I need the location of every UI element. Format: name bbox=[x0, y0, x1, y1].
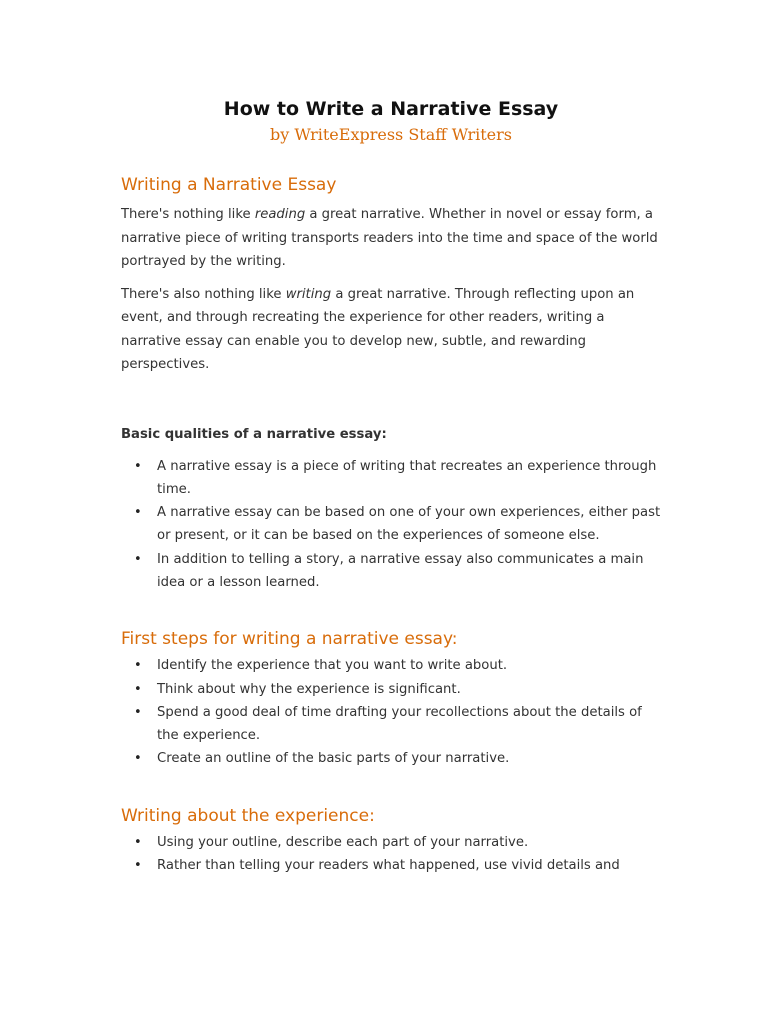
bullet-icon: • bbox=[134, 458, 142, 474]
list-item: • A narrative essay is a piece of writing that recreates an experience through time. bbox=[121, 455, 661, 502]
bullet-icon: • bbox=[134, 658, 142, 674]
section-heading-intro: Writing a Narrative Essay bbox=[121, 175, 337, 195]
bullet-icon: • bbox=[134, 751, 142, 767]
list-item: • Spend a good deal of time drafting your recollections about the details of the experience. bbox=[121, 701, 661, 748]
emphasis-writing: writing bbox=[285, 286, 332, 302]
experience-list bbox=[121, 831, 661, 878]
bullet-icon: • bbox=[134, 704, 142, 720]
list-item: • Using your outline, describe each part of your narrative. bbox=[121, 831, 661, 854]
intro-paragraph-2: There's also nothing like writing a great narrative. Through reflecting upon an event, and through recreating the experience for other readers, writing a narrative essay can enable you to develop new, subtle, and rewarding perspectives. bbox=[121, 286, 635, 372]
emphasis-reading: reading bbox=[254, 207, 306, 222]
first-steps-list bbox=[121, 654, 661, 770]
section-heading-first-steps: First steps for writing a narrative essay: bbox=[121, 629, 458, 650]
qualities-list bbox=[121, 455, 661, 595]
bullet-icon: • bbox=[134, 834, 142, 850]
list-item: • Rather than telling your readers what happened, use vivid details and bbox=[121, 854, 661, 877]
page-title: How to Write a Narrative Essay bbox=[223, 98, 559, 120]
bullet-icon: • bbox=[134, 858, 142, 874]
qualities-subheading: Basic qualities of a narrative essay: bbox=[121, 426, 387, 442]
section-heading-experience: Writing about the experience: bbox=[121, 805, 375, 826]
list-item: • Think about why the experience is significant. bbox=[121, 678, 661, 701]
intro-paragraph-1: There's nothing like reading a great narrative. Whether in novel or essay form, a narrative piece of writing transports readers into the time and space of the world portrayed by the writing. bbox=[121, 207, 658, 269]
list-item: • In addition to telling a story, a narrative essay also communicates a main idea or a lesson learned. bbox=[121, 548, 661, 595]
list-item: • A narrative essay can be based on one of your own experiences, either past or present, or it can be based on the experiences of someone else. bbox=[121, 501, 661, 548]
list-item: • Identify the experience that you want to write about. bbox=[121, 654, 661, 677]
bullet-icon: • bbox=[134, 681, 142, 697]
document-page bbox=[121, 96, 661, 877]
bullet-icon: • bbox=[134, 551, 142, 567]
bullet-icon: • bbox=[134, 505, 142, 521]
list-item: • Create an outline of the basic parts of your narrative. bbox=[121, 747, 661, 770]
byline: by WriteExpress Staff Writers bbox=[270, 125, 512, 144]
